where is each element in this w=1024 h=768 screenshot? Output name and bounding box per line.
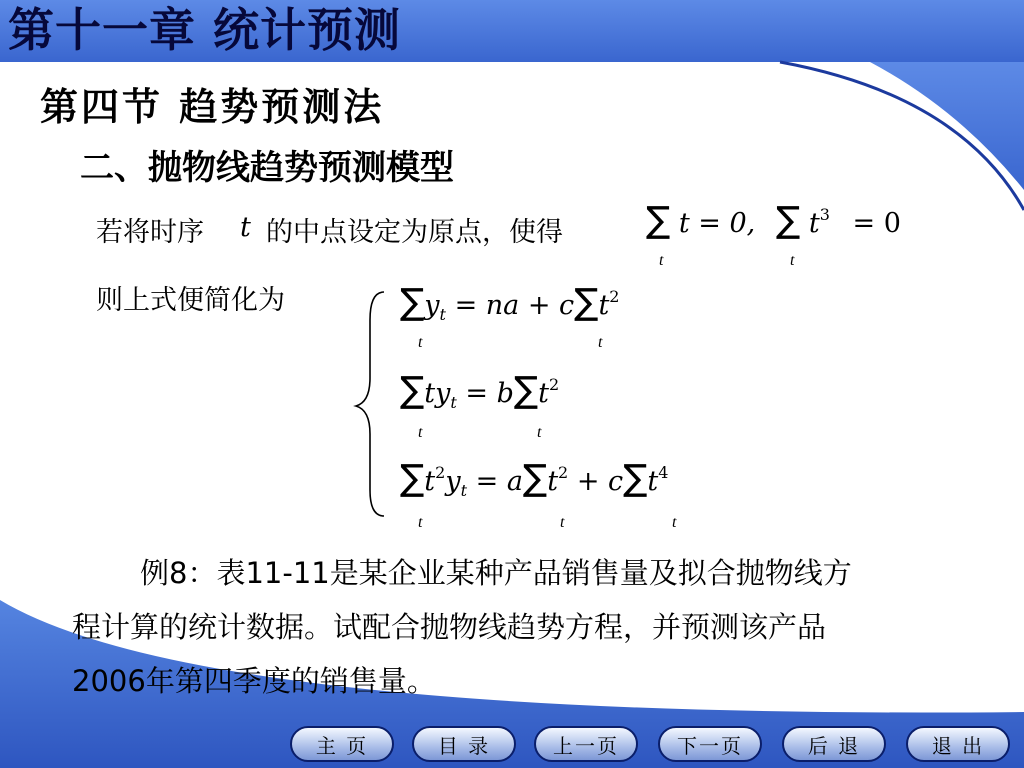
sum-symbol: ∑: [400, 370, 425, 411]
example-number: 8: [169, 556, 188, 590]
example-text-b: 是某企业某种产品销售量及拟合抛物线方: [329, 556, 852, 590]
example-line-1: [140, 546, 852, 600]
condition-2: [776, 200, 901, 241]
eq2-mid: = b: [465, 378, 514, 409]
sum-symbol: ∑: [513, 370, 539, 411]
eq3-t2: t: [647, 466, 659, 497]
chapter-title: 第十一章 统计预测: [8, 3, 402, 57]
sum-index: t: [659, 252, 664, 269]
prev-page-button[interactable]: 上一页: [534, 726, 638, 762]
sum-symbol: ∑: [400, 282, 425, 323]
eq2-rhs-exp: 2: [549, 375, 560, 394]
intro-variable-t: [240, 212, 251, 243]
equation-1: [400, 282, 619, 324]
variable-t: t: [240, 212, 251, 243]
sum-index: t: [672, 514, 677, 531]
eq1-rhs-var: t: [598, 290, 610, 321]
next-page-button[interactable]: 下一页: [658, 726, 762, 762]
eq2-lhs-var: ty: [424, 378, 451, 409]
subsection-title: 二、抛物线趋势预测模型: [80, 148, 454, 188]
sum-index: t: [537, 424, 542, 441]
back-button[interactable]: 后 退: [782, 726, 886, 762]
example-year: 2006: [72, 664, 146, 698]
example-line-3: [72, 654, 436, 708]
intro-text-2: 的中点设定为原点，使得: [266, 217, 563, 248]
equation-3: [400, 458, 668, 500]
eq1-lhs-var: y: [424, 290, 440, 321]
sum-symbol: ∑: [400, 458, 425, 499]
eq1-rhs-exp: 2: [609, 287, 620, 306]
table-reference: 11-11: [245, 556, 330, 590]
example-line-2: 程计算的统计数据。试配合抛物线趋势方程，并预测该产品: [72, 610, 827, 644]
eq2-lhs-sub: t: [450, 393, 457, 412]
eq1-lhs-sub: t: [439, 305, 446, 324]
condition-2-exp: 3: [819, 205, 830, 224]
simplify-label: 则上式便简化为: [96, 285, 285, 316]
eq3-lhs-var: t: [424, 466, 436, 497]
equation-2: [400, 370, 559, 412]
eq1-mid: = na + c: [454, 290, 575, 321]
sum-index: t: [418, 334, 423, 351]
intro-text-1: 若将时序: [96, 217, 204, 248]
sum-symbol: ∑: [574, 282, 599, 323]
sum-index: t: [560, 514, 565, 531]
sum-symbol: ∑: [646, 200, 671, 241]
sum-index: t: [418, 424, 423, 441]
exit-button[interactable]: 退 出: [906, 726, 1010, 762]
sum-symbol: ∑: [776, 200, 801, 241]
sum-index: t: [418, 514, 423, 531]
example-text-a: ：表: [187, 556, 246, 590]
eq3-lhs-var2: y: [445, 466, 461, 497]
eq3-lhs-sub: t: [460, 481, 468, 500]
home-button[interactable]: 主 页: [290, 726, 394, 762]
section-title: 第四节 趋势预测法: [40, 84, 385, 129]
eq3-t1-exp: 2: [558, 463, 569, 482]
condition-1-expr: t = 0,: [678, 208, 756, 239]
example-text-c: 年第四季度的销售量。: [145, 664, 436, 698]
eq3-mid1: = a: [475, 466, 523, 497]
equation-brace: [356, 292, 384, 516]
sum-index: t: [598, 334, 603, 351]
eq3-mid2: + c: [576, 466, 624, 497]
sum-symbol: ∑: [623, 458, 648, 499]
contents-button[interactable]: 目 录: [412, 726, 516, 762]
eq2-rhs-var: t: [538, 378, 550, 409]
eq3-t1: t: [547, 466, 559, 497]
sum-index: t: [790, 252, 795, 269]
example-label: 例: [140, 556, 170, 590]
condition-2-rhs: = 0: [852, 208, 901, 239]
eq3-t2-exp: 4: [658, 463, 669, 482]
condition-1: [646, 200, 755, 241]
condition-2-base: t: [808, 208, 820, 239]
sum-symbol: ∑: [522, 458, 548, 499]
eq3-lhs-exp: 2: [435, 463, 446, 482]
